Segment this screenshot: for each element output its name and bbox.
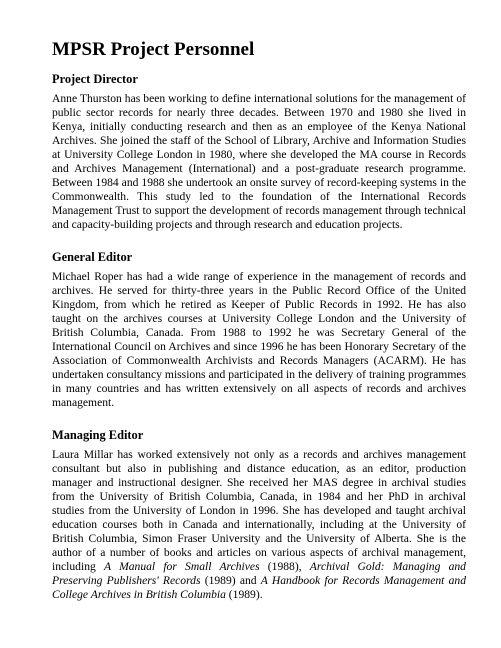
section-heading-managing-editor: Managing Editor: [52, 428, 144, 442]
section-managing-editor: [52, 428, 466, 602]
body-text: Laura Millar has worked extensively not only as a records and archives management consultant but also in publishing and distance education, as an editor, production manager and instructional designer. She received her MAS degree in archival studies from the University of British Columbia, Canada, in 1984 and her PhD in archival studies from the University of London in 1996. She has developed and taught archival education courses both in Canada and internationally, including at the University of British Columbia, Simon Fraser University and the University of Alberta. She is the author of a number of books and articles on various aspects of archival management, including: [52, 448, 466, 573]
page-title: MPSR Project Personnel: [52, 39, 255, 60]
book-title: Archival Gold: Managing and Preserving Publishers' Records: [52, 560, 466, 587]
section-project-director: [52, 72, 466, 232]
section-heading-general-editor: General Editor: [52, 250, 133, 264]
section-general-editor: [52, 250, 466, 410]
section-body-project-director: Anne Thurston has been working to define international solutions for the management of public sector records for nearly three decades. Between 1970 and 1980 she lived in Kenya, initially conducting research and then as an employee of the Kenya National Archives. She joined the staff of the School of Library, Archive and Information Studies at University College London in 1980, where she developed the MA course in Records and Archives Management (International) and a post-graduate research programme. Between 1984 and 1988 she undertook an onsite survey of record-keeping systems in the Commonwealth. This study led to the foundation of the International Records Management Trust to support the development of records management through technical and capacity-building projects and through research and education projects.: [52, 92, 466, 231]
section-heading-project-director: Project Director: [52, 72, 138, 86]
body-text: (1989) and: [200, 574, 261, 587]
body-text: (1988),: [259, 560, 310, 573]
section-body-managing-editor: [52, 448, 466, 602]
section-body-general-editor: Michael Roper has had a wide range of experience in the management of records and archives. He served for thirty-three years in the Public Record Office of the United Kingdom, from which he retired as Keeper of Public Records in 1992. He has also taught on the archives courses at University College London and the University of British Columbia, Canada. From 1988 to 1992 he was Secretary General of the International Council on Archives and since 1996 he has been Honorary Secretary of the Association of Commonwealth Archivists and Records Managers (ACARM). He has undertaken consultancy missions and participated in the delivery of training programmes in many countries and has written extensively on all aspects of records and archives management.: [52, 270, 466, 409]
book-title: A Handbook for Records Management and College Archives in British Columbia: [52, 574, 466, 601]
body-text: (1989).: [225, 588, 263, 601]
book-title: A Manual for Small Archives: [104, 560, 260, 573]
